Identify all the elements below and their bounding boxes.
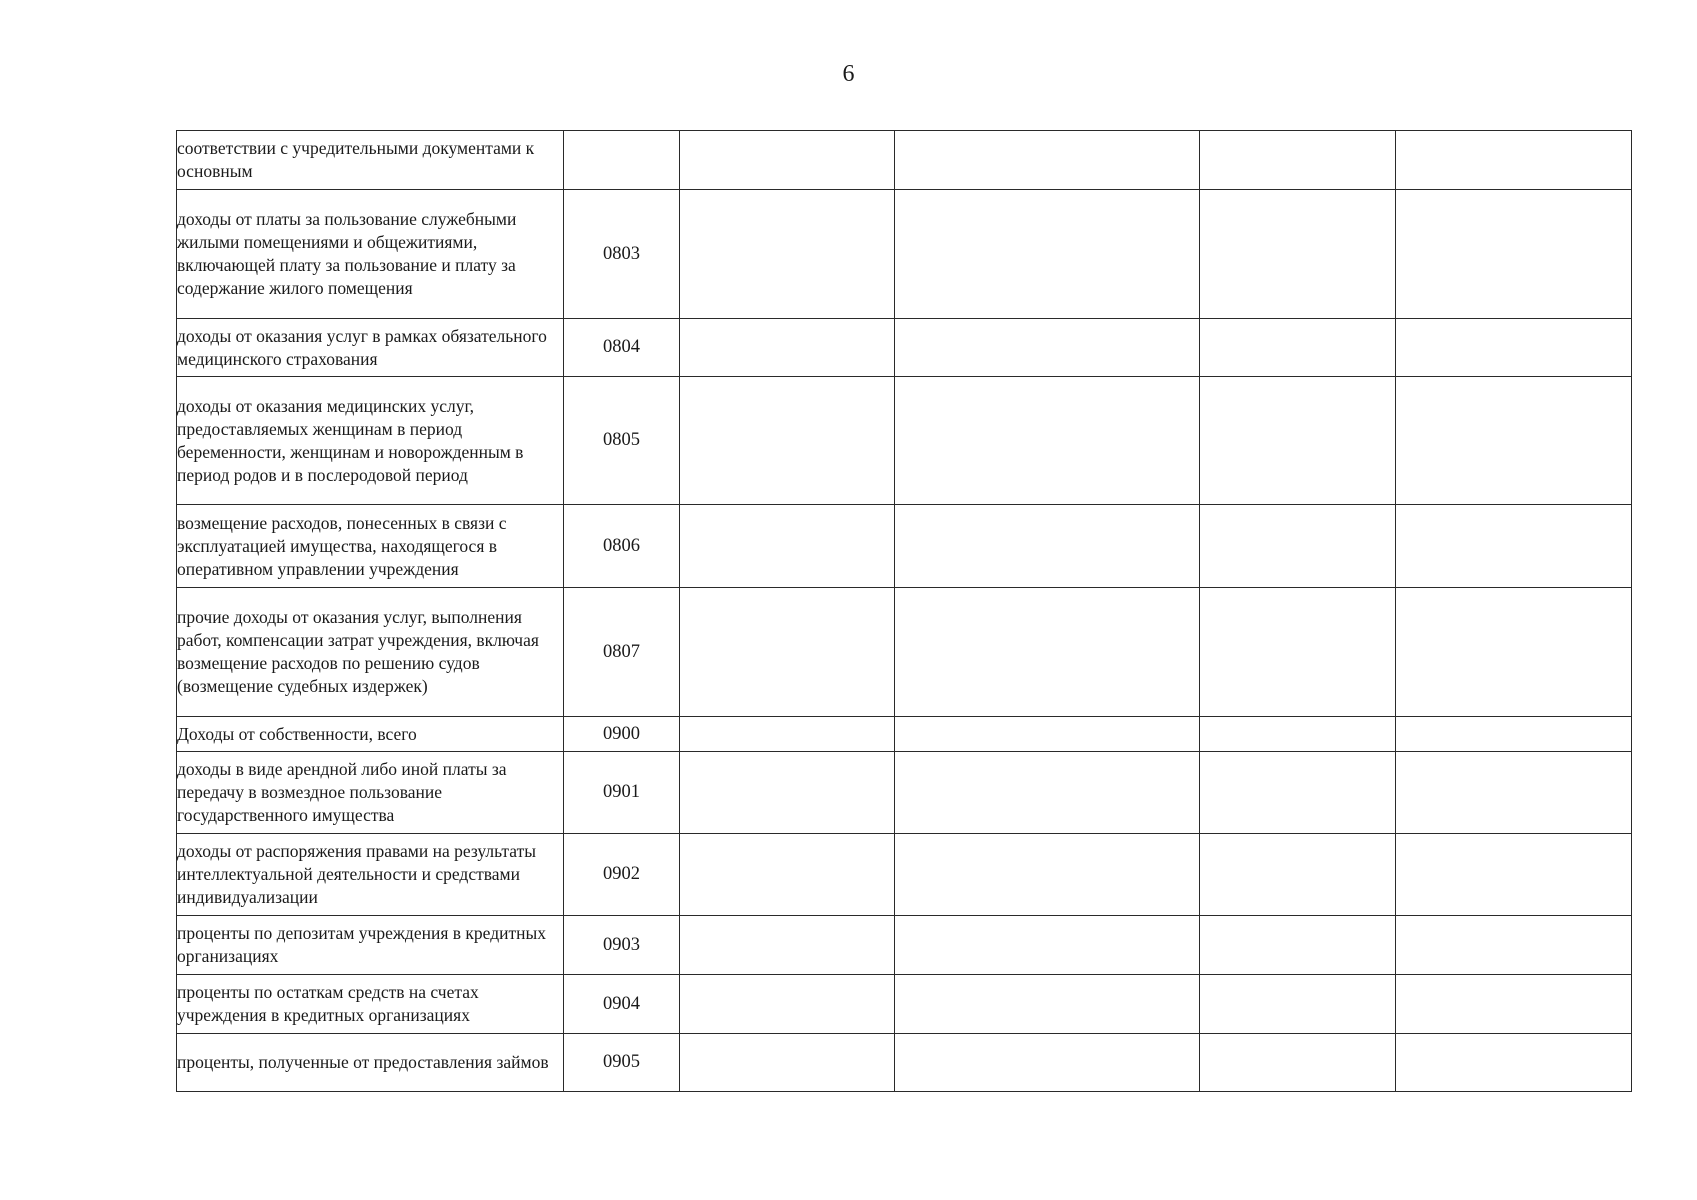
value-cell (680, 717, 895, 752)
row-code: 0803 (564, 190, 680, 319)
table-row (177, 1034, 1632, 1092)
value-cell (895, 505, 1200, 588)
row-code: 0902 (564, 834, 680, 916)
value-cell (680, 975, 895, 1034)
value-cell (1200, 588, 1396, 717)
value-cell (680, 588, 895, 717)
value-cell (1396, 377, 1632, 505)
value-cell (1200, 377, 1396, 505)
page-number: 6 (842, 61, 855, 87)
row-description: проценты, полученные от предоставления займов (177, 1034, 564, 1092)
table-row (177, 319, 1632, 377)
value-cell (1200, 752, 1396, 834)
row-description: доходы от оказания медицинских услуг, предоставляемых женщинам в период беременности, женщинам и новорожденным в период родов и в послеродовой период (177, 377, 564, 505)
row-code: 0805 (564, 377, 680, 505)
row-description: прочие доходы от оказания услуг, выполнения работ, компенсации затрат учреждения, включая возмещение расходов по решению судов (возмещение судебных издержек) (177, 588, 564, 717)
value-cell (895, 916, 1200, 975)
row-description: доходы от платы за пользование служебными жилыми помещениями и общежитиями, включающей плату за пользование и плату за содержание жилого помещения (177, 190, 564, 319)
value-cell (895, 1034, 1200, 1092)
value-cell (680, 916, 895, 975)
value-cell (1200, 131, 1396, 190)
value-cell (895, 717, 1200, 752)
table-row (177, 975, 1632, 1034)
value-cell (680, 131, 895, 190)
value-cell (1396, 190, 1632, 319)
table-row (177, 588, 1632, 717)
value-cell (1396, 319, 1632, 377)
value-cell (895, 752, 1200, 834)
row-description: возмещение расходов, понесенных в связи с эксплуатацией имущества, находящегося в оперативном управлении учреждения (177, 505, 564, 588)
row-description: проценты по остаткам средств на счетах учреждения в кредитных организациях (177, 975, 564, 1034)
row-description: доходы от оказания услуг в рамках обязательного медицинского страхования (177, 319, 564, 377)
value-cell (1396, 717, 1632, 752)
value-cell (1200, 1034, 1396, 1092)
value-cell (680, 319, 895, 377)
row-code: 0905 (564, 1034, 680, 1092)
row-code: 0901 (564, 752, 680, 834)
row-description: Доходы от собственности, всего (177, 717, 564, 752)
report-table (176, 130, 1632, 1092)
row-code (564, 131, 680, 190)
value-cell (680, 1034, 895, 1092)
value-cell (895, 190, 1200, 319)
value-cell (895, 131, 1200, 190)
value-cell (1200, 190, 1396, 319)
value-cell (680, 505, 895, 588)
value-cell (1396, 916, 1632, 975)
value-cell (1200, 717, 1396, 752)
table-row (177, 190, 1632, 319)
value-cell (1396, 131, 1632, 190)
value-cell (895, 834, 1200, 916)
value-cell (895, 588, 1200, 717)
table-row (177, 834, 1632, 916)
row-code: 0903 (564, 916, 680, 975)
value-cell (680, 834, 895, 916)
value-cell (1396, 1034, 1632, 1092)
row-code: 0804 (564, 319, 680, 377)
row-code: 0806 (564, 505, 680, 588)
value-cell (1200, 834, 1396, 916)
table-row (177, 752, 1632, 834)
value-cell (895, 975, 1200, 1034)
table-row (177, 377, 1632, 505)
row-description: проценты по депозитам учреждения в кредитных организациях (177, 916, 564, 975)
value-cell (680, 752, 895, 834)
value-cell (1396, 505, 1632, 588)
value-cell (1396, 975, 1632, 1034)
row-code: 0807 (564, 588, 680, 717)
row-code: 0904 (564, 975, 680, 1034)
value-cell (895, 377, 1200, 505)
table-row (177, 717, 1632, 752)
value-cell (1200, 975, 1396, 1034)
value-cell (1396, 588, 1632, 717)
table-row (177, 505, 1632, 588)
row-code: 0900 (564, 717, 680, 752)
row-description: соответствии с учредительными документами к основным (177, 131, 564, 190)
value-cell (1396, 752, 1632, 834)
table-row (177, 916, 1632, 975)
row-description: доходы в виде арендной либо иной платы за передачу в возмездное пользование государственного имущества (177, 752, 564, 834)
value-cell (895, 319, 1200, 377)
value-cell (680, 190, 895, 319)
value-cell (1396, 834, 1632, 916)
value-cell (1200, 505, 1396, 588)
value-cell (1200, 319, 1396, 377)
value-cell (1200, 916, 1396, 975)
row-description: доходы от распоряжения правами на результаты интеллектуальной деятельности и средствами индивидуализации (177, 834, 564, 916)
table-row (177, 131, 1632, 190)
value-cell (680, 377, 895, 505)
